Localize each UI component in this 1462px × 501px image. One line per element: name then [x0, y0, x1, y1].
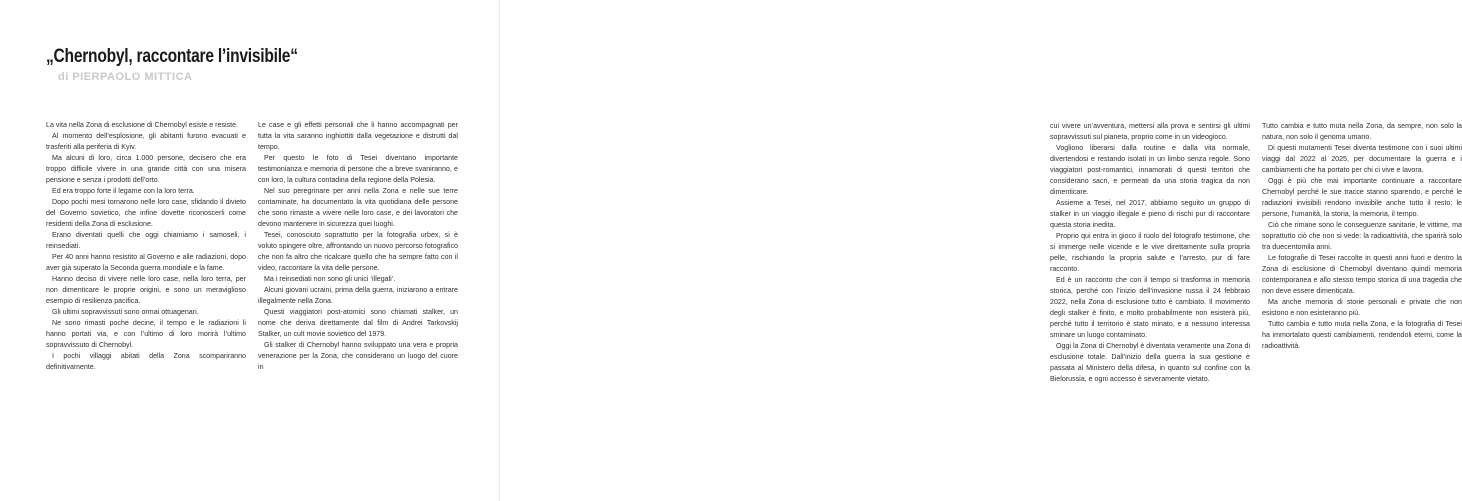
- text-column-4: [1262, 121, 1462, 352]
- paragraph: cui vivere un’avventura, mettersi alla prova e sentirsi gli ultimi sopravvissuti sul pianeta, proprio come in un videogioco.: [1050, 122, 1250, 141]
- left-page: [0, 0, 500, 501]
- paragraph: Di questi mutamenti Tesei diventa testimone con i suoi ultimi viaggi dal 2022 al 2025, per documentare la guerra e i cambiamenti che ha portato per chi ci vive e lavora.: [1262, 144, 1462, 174]
- paragraph: Ma anche memoria di storie personali e private che non esistono e non esisteranno più.: [1262, 298, 1462, 317]
- right-page: [500, 0, 1462, 501]
- paragraph: Le fotografie di Tesei raccolte in questi anni fuori e dentro la Zona di esclusione di Chernobyl diventano quindi memoria contemporanea e allo stesso tempo storica di una tragedia che non deve essere dimenticata.: [1262, 254, 1462, 295]
- paragraph: Oggi è più che mai importante continuare a raccontare Chernobyl perché le sue tracce stanno sparendo, e perché le radiazioni invisibili rendono invisibile anche tutto il resto: le persone, l’umanità, la storia, la memoria, il tempo.: [1262, 177, 1462, 218]
- paragraph: Nel suo peregrinare per anni nella Zona e nelle sue terre contaminate, ha documentato la vita quotidiana delle persone che sono rimaste a vivere nelle loro case, e dei lavoratori che devono mantenere in sicurezza quei luoghi.: [258, 187, 458, 228]
- paragraph: Vogliono liberarsi dalla routine e dalla vita normale, divertendosi e restando isolati in un limbo senza regole. Sono viaggiatori post-romantici, innamorati di questi territori che considerano sacri, e permeati da una storia tragica da non dimenticare.: [1050, 144, 1250, 196]
- paragraph: Ne sono rimasti poche decine, il tempo e le radiazioni li hanno portati via, e con l’ultimo di loro morirà l’ultimo sopravvissuto di Chernobyl.: [46, 319, 246, 349]
- paragraph: Tutto cambia e tutto muta nella Zona, e la fotografia di Tesei ha immortalato questi cambiamenti, rendendoli eterni, come la radioattività.: [1262, 320, 1462, 350]
- author-byline: di PIERPAOLO MITTICA: [58, 71, 193, 83]
- paragraph: Gli stalker di Chernobyl hanno sviluppato una vera e propria venerazione per la Zona, che considerano un luogo del cuore in: [258, 341, 458, 371]
- paragraph: Proprio qui entra in gioco il ruolo del fotografo testimone, che si immerge nelle vicende e le vive direttamente sulla propria pelle, rischiando la propria salute e l’arresto, pur di fare racconto.: [1050, 232, 1250, 273]
- paragraph: Oggi la Zona di Chernobyl è diventata veramente una Zona di esclusione totale. Dall’inizio della guerra la sua gestione è passata al Ministero della difesa, in quanto sul confine con la Bielorussia, e ogni accesso è severamente vietato.: [1050, 342, 1251, 383]
- paragraph: Dopo pochi mesi tornarono nelle loro case, sfidando il divieto del Governo sovietico, che infine dovette riconoscerli come residenti della Zona di esclusione.: [46, 198, 246, 228]
- paragraph: Alcuni giovani ucraini, prima della guerra, iniziarono a entrare illegalmente nella Zona.: [258, 286, 458, 305]
- paragraph: Assieme a Tesei, nel 2017, abbiamo seguito un gruppo di stalker in un viaggio illegale e pieno di rischi pur di raccontare questa storia inedita.: [1050, 199, 1250, 229]
- paragraph: Erano diventati quelli che oggi chiamiamo i samoseli, i reinsediati.: [46, 231, 246, 250]
- article-title: „Chernobyl, raccontare l’invisibile“: [46, 46, 298, 67]
- paragraph: Ma alcuni di loro, circa 1.000 persone, decisero che era troppo difficile vivere in una grande città con una misera pensione e senza i prodotti dell’orto.: [46, 154, 246, 184]
- text-column-1: [46, 120, 246, 373]
- text-column-3: [1050, 121, 1250, 385]
- paragraph: Al momento dell’esplosione, gli abitanti furono evacuati e trasferiti alla periferia di Kyiv.: [46, 132, 246, 151]
- text-column-2: [258, 120, 458, 373]
- paragraph: Tutto cambia e tutto muta nella Zona, da sempre, non solo la natura, non solo il genoma umano.: [1262, 122, 1462, 141]
- paragraph: Per questo le foto di Tesei diventano importante testimonianza e memoria di persone che a breve svaniranno, e con loro, la cultura contadina della regione della Polesia.: [258, 154, 458, 184]
- paragraph: I pochi villaggi abitati della Zona scompariranno definitivamente.: [46, 352, 246, 371]
- paragraph: Ed era troppo forte il legame con la loro terra.: [52, 187, 195, 195]
- paragraph: Questi viaggiatori post-atomici sono chiamati stalker, un nome che deriva direttamente dal film di Andrei Tarkovskij Stalker, un cult movie sovietico del 1979.: [258, 308, 458, 338]
- paragraph: Tesei, conosciuto soprattutto per la fotografia urbex, si è voluto spingere oltre, affrontando un nuovo percorso fotografico che non fa altro che ricalcare quello che ha sempre fatto con il video, raccontare la vita delle persone.: [258, 231, 458, 272]
- paragraph: La vita nella Zona di esclusione di Chernobyl esiste e resiste.: [46, 121, 239, 129]
- paragraph: Ma i reinsediati non sono gli unici ‘illegali’.: [264, 275, 396, 283]
- paragraph: Ed è un racconto che con il tempo si trasforma in memoria storica, perché con l’inizio dell’invasione russa il 24 febbraio 2022, nella Zona di esclusione tutto è cambiato. Il movimento degli stalker è finito, e molto probabilmente non esisterà più, perché tutto il territorio è stato minato, e a nessuno interessa sminare un luogo contaminato.: [1050, 276, 1250, 339]
- paragraph: Hanno deciso di vivere nelle loro case, nella loro terra, per non dimenticare le proprie origini, e sono un meraviglioso esempio di resilienza pacifica.: [46, 275, 246, 305]
- paragraph: Gli ultimi sopravvissuti sono ormai ottuagenari.: [52, 308, 199, 316]
- paragraph: Per 40 anni hanno resistito al Governo e alle radiazioni, dopo aver già superato la Seconda guerra mondiale e la fame.: [46, 253, 246, 272]
- paragraph: Le case e gli effetti personali che li hanno accompagnati per tutta la vita saranno inghiottiti dalla vegetazione e distrutti dal tempo.: [258, 121, 458, 151]
- paragraph: Ciò che rimane sono le conseguenze sanitarie, le vittime, ma soprattutto ciò che non si vede: la radioattività, che sparirà solo tra duecentomila anni.: [1262, 221, 1462, 251]
